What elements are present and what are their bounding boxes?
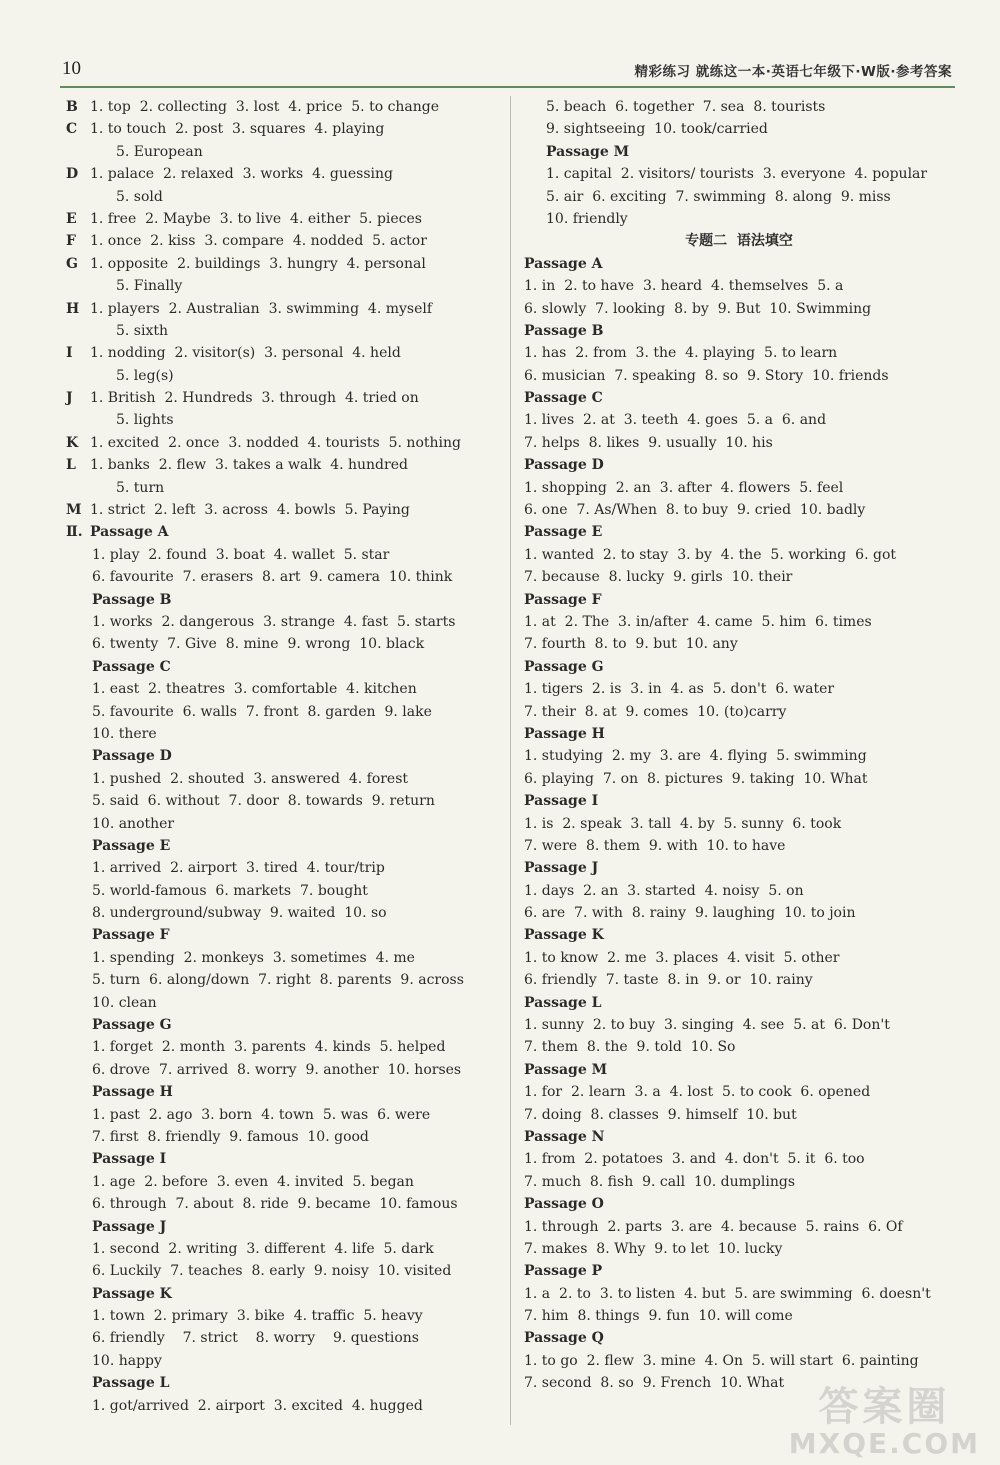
answer-row: 6. twenty 7. Give 8. mine 9. wrong 10. black	[92, 636, 425, 653]
answer-row: 6. drove 7. arrived 8. worry 9. another 10. horses	[92, 1061, 462, 1078]
answer-row: 10. another	[92, 815, 175, 832]
watermark-logo	[789, 1385, 980, 1459]
passage-title: Passage M	[546, 143, 630, 160]
answer-row: 7. because 8. lucky 9. girls 10. their	[524, 569, 793, 586]
answer-text: 1. players 2. Australian 3. swimming 4. myself	[90, 300, 433, 317]
passage-title: Passage D	[92, 748, 172, 765]
answer-row	[66, 253, 496, 275]
passage-title: Passage K	[524, 927, 604, 944]
answer-row: 1. to go 2. flew 3. mine 4. On 5. will start 6. painting	[524, 1352, 919, 1369]
passage-title: Passage I	[92, 1151, 167, 1168]
answer-row: 1. east 2. theatres 3. comfortable 4. kitchen	[92, 681, 417, 698]
answer-row: 10. there	[92, 725, 157, 742]
answer-row: 1. to know 2. me 3. places 4. visit 5. other	[524, 949, 840, 966]
answer-text: 1. top 2. collecting 3. lost 4. price 5. to change	[90, 99, 440, 115]
left-answer-column	[66, 96, 496, 1417]
answer-row: 6. Luckily 7. teaches 8. early 9. noisy 10. visited	[92, 1263, 452, 1280]
answer-row: 5. Finally	[116, 278, 183, 295]
passage-title: Passage I	[524, 793, 599, 810]
answer-row: 1. at 2. The 3. in/after 4. came 5. him 6. times	[524, 613, 872, 630]
answer-row: 10. friendly	[546, 210, 628, 227]
answer-text: 1. British 2. Hundreds 3. through 4. tried on	[90, 390, 419, 407]
answer-row: 1. a 2. to 3. to listen 4. but 5. are swimming 6. doesn't	[524, 1285, 931, 1302]
answer-row: 6. slowly 7. looking 8. by 9. But 10. Swimming	[524, 300, 872, 317]
passage-title: Passage C	[524, 390, 603, 407]
answer-row: 5. sixth	[116, 322, 169, 339]
answer-row: 7. first 8. friendly 9. famous 10. good	[92, 1128, 369, 1145]
passage-title: Passage B	[92, 591, 172, 608]
answer-row: 1. works 2. dangerous 3. strange 4. fast 5. starts	[92, 613, 456, 630]
answer-row	[66, 387, 496, 409]
answer-row	[66, 521, 496, 543]
answer-row	[66, 96, 496, 118]
passage-title: Passage K	[92, 1285, 172, 1302]
passage-title: Passage G	[92, 1017, 172, 1034]
answer-row: 1. days 2. an 3. started 4. noisy 5. on	[524, 882, 804, 899]
exercise-label: E	[66, 210, 77, 227]
answer-row: 5. turn 6. along/down 7. right 8. parents 9. across	[92, 972, 464, 989]
answer-row	[66, 118, 496, 140]
answer-text: 1. excited 2. once 3. nodded 4. tourists 5. nothing	[90, 434, 461, 451]
exercise-label: I	[66, 345, 73, 362]
passage-title: Passage O	[524, 1196, 604, 1213]
answer-row	[66, 298, 496, 320]
answer-row: 1. got/arrived 2. airport 3. excited 4. hugged	[92, 1397, 423, 1414]
answer-row	[66, 454, 496, 476]
passage-title: Passage A	[524, 255, 603, 272]
answer-row: 1. town 2. primary 3. bike 4. traffic 5. heavy	[92, 1308, 423, 1325]
answer-row: 1. studying 2. my 3. are 4. flying 5. swimming	[524, 748, 867, 765]
passage-title: Passage B	[524, 322, 604, 339]
answer-row: 7. their 8. at 9. comes 10. (to)carry	[524, 703, 787, 720]
answer-row: 1. play 2. found 3. boat 4. wallet 5. star	[92, 546, 390, 563]
answer-row: 8. underground/subway 9. waited 10. so	[92, 905, 387, 922]
answer-row: 1. tigers 2. is 3. in 4. as 5. don't 6. water	[524, 681, 835, 698]
answer-row: 1. spending 2. monkeys 3. sometimes 4. me	[92, 949, 415, 966]
passage-title: Passage Q	[524, 1330, 604, 1347]
answer-row: 1. sunny 2. to buy 3. singing 4. see 5. at 6. Don't	[524, 1017, 890, 1034]
passage-title: Passage J	[524, 860, 599, 877]
answer-row: 7. were 8. them 9. with 10. to have	[524, 837, 786, 854]
answer-row: 5. lights	[116, 412, 174, 429]
passage-title: Passage L	[524, 994, 602, 1011]
exercise-label: H	[66, 300, 80, 317]
exercise-label: G	[66, 255, 78, 272]
passage-title: Passage F	[524, 591, 602, 608]
answer-row: 1. for 2. learn 3. a 4. lost 5. to cook 6. opened	[524, 1084, 871, 1101]
answer-row: 1. is 2. speak 3. tall 4. by 5. sunny 6. took	[524, 815, 842, 832]
answer-row	[66, 432, 496, 454]
exercise-label: K	[66, 434, 79, 451]
column-divider	[510, 96, 511, 1425]
answer-row: 6. musician 7. speaking 8. so 9. Story 10. friends	[524, 367, 889, 384]
answer-row: 1. lives 2. at 3. teeth 4. goes 5. a 6. and	[524, 412, 827, 429]
passage-title: Passage J	[92, 1218, 167, 1235]
answer-row	[66, 163, 496, 185]
answer-row: 1. from 2. potatoes 3. and 4. don't 5. it 6. too	[524, 1151, 865, 1168]
answer-row: 9. sightseeing 10. took/carried	[546, 121, 768, 138]
answer-text: 1. palace 2. relaxed 3. works 4. guessing	[90, 166, 393, 183]
passage-title: Passage H	[92, 1084, 173, 1101]
answer-row: 1. wanted 2. to stay 3. by 4. the 5. working 6. got	[524, 546, 896, 563]
exercise-label: L	[66, 457, 76, 474]
right-answer-column	[524, 96, 954, 1395]
passage-title: Passage D	[524, 457, 604, 474]
passage-title: Passage H	[524, 725, 605, 742]
answer-row: 1. second 2. writing 3. different 4. life 5. dark	[92, 1240, 434, 1257]
passage-title: Passage A	[90, 524, 169, 541]
answer-row: 5. turn	[116, 479, 165, 496]
exercise-label: B	[66, 99, 78, 115]
answer-row: 1. age 2. before 3. even 4. invited 5. began	[92, 1173, 414, 1190]
answer-row: 7. much 8. fish 9. call 10. dumplings	[524, 1173, 796, 1190]
answer-row: 1. shopping 2. an 3. after 4. flowers 5. feel	[524, 479, 844, 496]
answer-row: 6. friendly 7. taste 8. in 9. or 10. rainy	[524, 972, 813, 989]
passage-title: Passage G	[524, 658, 604, 675]
header-divider	[60, 86, 955, 88]
answer-row: 7. makes 8. Why 9. to let 10. lucky	[524, 1240, 783, 1257]
answer-row: 6. favourite 7. erasers 8. art 9. camera 10. think	[92, 569, 453, 586]
section-title: 专题二 语法填空	[685, 233, 793, 250]
exercise-label: C	[66, 121, 78, 138]
answer-row: 7. him 8. things 9. fun 10. will come	[524, 1308, 793, 1325]
answer-row: 7. doing 8. classes 9. himself 10. but	[524, 1106, 797, 1123]
watermark-en: MXQE.COM	[788, 1427, 980, 1460]
answer-row: 5. beach 6. together 7. sea 8. tourists	[546, 99, 826, 115]
answer-row: 1. has 2. from 3. the 4. playing 5. to learn	[524, 345, 838, 362]
answer-row	[66, 230, 496, 252]
answer-row: 1. past 2. ago 3. born 4. town 5. was 6. were	[92, 1106, 431, 1123]
exercise-label: Ⅱ.	[66, 524, 83, 541]
answer-text: 1. strict 2. left 3. across 4. bowls 5. Paying	[90, 502, 410, 519]
answer-row: 7. them 8. the 9. told 10. So	[524, 1039, 736, 1056]
answer-text: 1. nodding 2. visitor(s) 3. personal 4. held	[90, 345, 401, 362]
answer-row: 10. clean	[92, 994, 157, 1011]
exercise-label: D	[66, 166, 79, 183]
answer-row: 10. happy	[92, 1352, 162, 1369]
answer-text: 1. to touch 2. post 3. squares 4. playing	[90, 121, 385, 138]
answer-row: 5. European	[116, 143, 203, 160]
passage-title: Passage L	[92, 1375, 170, 1392]
answer-row: 1. arrived 2. airport 3. tired 4. tour/trip	[92, 860, 385, 877]
answer-row: 5. sold	[116, 188, 163, 205]
answer-row: 5. air 6. exciting 7. swimming 8. along 9. miss	[546, 188, 891, 205]
passage-title: Passage E	[92, 837, 171, 854]
passage-title: Passage F	[92, 927, 170, 944]
answer-row: 5. world-famous 6. markets 7. bought	[92, 882, 368, 899]
answer-row: 1. through 2. parts 3. are 4. because 5. rains 6. Of	[524, 1218, 903, 1235]
answer-row: 1. pushed 2. shouted 3. answered 4. forest	[92, 770, 409, 787]
answer-row: 5. leg(s)	[116, 367, 174, 384]
exercise-label: J	[66, 390, 73, 407]
answer-row: 5. favourite 6. walls 7. front 8. garden 9. lake	[92, 703, 432, 720]
answer-row: 6. are 7. with 8. rainy 9. laughing 10. to join	[524, 905, 856, 922]
answer-text: 1. free 2. Maybe 3. to live 4. either 5. pieces	[90, 210, 422, 227]
answer-row	[66, 499, 496, 521]
answer-row: 5. said 6. without 7. door 8. towards 9. return	[92, 793, 435, 810]
answer-row: 6. through 7. about 8. ride 9. became 10. famous	[92, 1196, 458, 1213]
answer-text: 1. opposite 2. buildings 3. hungry 4. personal	[90, 255, 426, 272]
page-number: 10	[62, 58, 81, 79]
passage-title: Passage M	[524, 1061, 608, 1078]
answer-text: 1. once 2. kiss 3. compare 4. nodded 5. actor	[90, 233, 427, 250]
passage-title: Passage N	[524, 1128, 605, 1145]
answer-text: 1. banks 2. flew 3. takes a walk 4. hundred	[90, 457, 408, 474]
answer-row: 7. helps 8. likes 9. usually 10. his	[524, 434, 773, 451]
answer-row: 6. playing 7. on 8. pictures 9. taking 10. What	[524, 770, 868, 787]
answer-row	[66, 208, 496, 230]
passage-title: Passage E	[524, 524, 603, 541]
exercise-label: F	[66, 233, 76, 250]
answer-row	[66, 342, 496, 364]
answer-row: 1. capital 2. visitors/ tourists 3. everyone 4. popular	[546, 166, 928, 183]
answer-row: 6. one 7. As/When 8. to buy 9. cried 10. badly	[524, 502, 866, 519]
answer-row: 1. forget 2. month 3. parents 4. kinds 5. helped	[92, 1039, 446, 1056]
passage-title: Passage C	[92, 658, 171, 675]
answer-row: 1. in 2. to have 3. heard 4. themselves 5. a	[524, 278, 844, 295]
answer-row: 7. fourth 8. to 9. but 10. any	[524, 636, 738, 653]
exercise-label: M	[66, 502, 82, 519]
passage-title: Passage P	[524, 1263, 603, 1280]
watermark-cn: 答案圈	[818, 1384, 951, 1430]
page-header-title: 精彩练习 就练这一本·英语七年级下·W版·参考答案	[634, 64, 952, 80]
answer-row: 6. friendly 7. strict 8. worry 9. questions	[92, 1330, 419, 1347]
answer-row: 7. second 8. so 9. French 10. What	[524, 1375, 785, 1392]
